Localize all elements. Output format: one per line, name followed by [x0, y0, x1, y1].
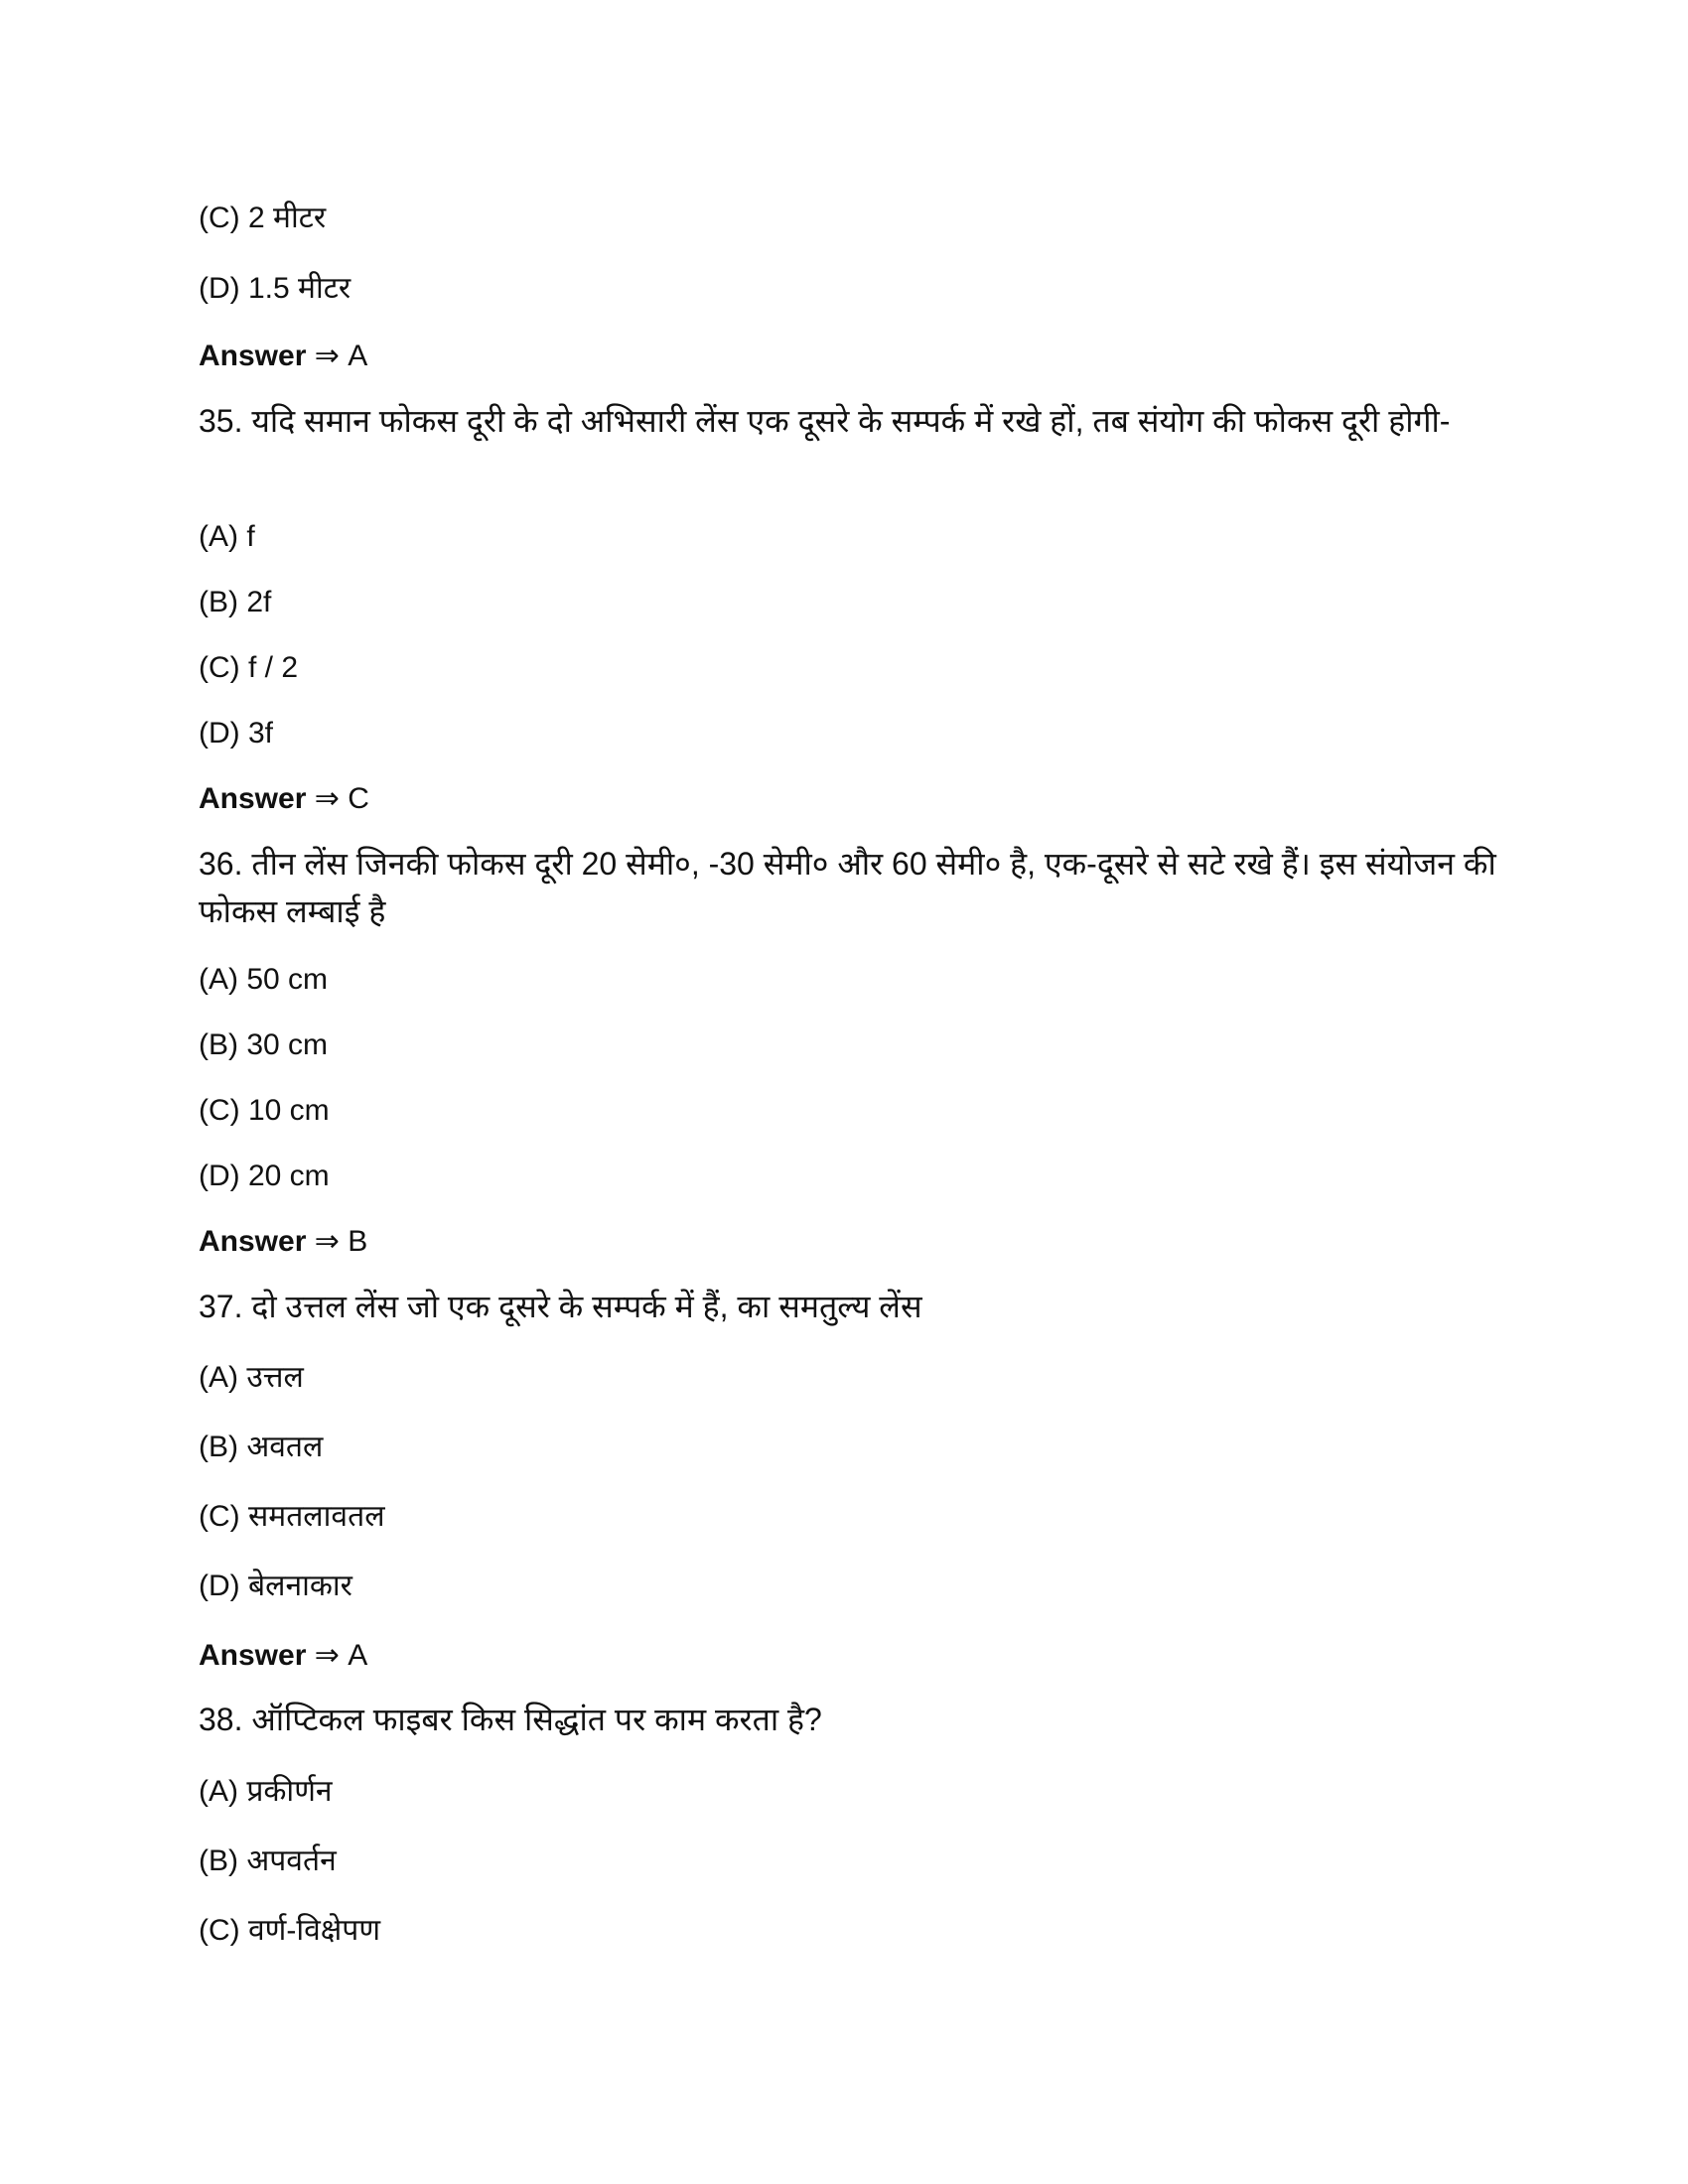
answer-label: Answer	[199, 782, 307, 815]
question-37: 37. दो उत्तल लेंस जो एक दूसरे के सम्पर्क में हैं, का समतुल्य लेंस	[199, 1289, 922, 1324]
question-38: 38. ऑप्टिकल फाइबर किस सिद्धांत पर काम करता है?	[199, 1702, 822, 1737]
option-c-q36: (C) 10 cm	[199, 1094, 330, 1127]
answer-q34	[199, 339, 367, 374]
answer-value: B	[348, 1225, 368, 1258]
option-b-q36: (B) 30 cm	[199, 1028, 329, 1061]
answer-arrow: ⇒	[314, 782, 340, 815]
option-a-q37: (A) उत्तल	[199, 1361, 304, 1394]
answer-label: Answer	[199, 1639, 307, 1672]
answer-q37	[199, 1638, 367, 1674]
answer-q36	[199, 1224, 367, 1260]
option-a-q38: (A) प्रकीर्णन	[199, 1775, 333, 1808]
question-35: 35. यदि समान फोकस दूरी के दो अभिसारी लेंस एक दूसरे के सम्पर्क में रखे हों, तब संयोग की फोकस दूरी होगी-	[199, 403, 1451, 439]
option-c-q37: (C) समतलावतल	[199, 1500, 385, 1533]
question-36: 36. तीन लेंस जिनकी फोकस दूरी 20 सेमी०, -30 सेमी० और 60 सेमी० है, एक-दूसरे से सटे रखे हैं। इस संयोजन की फोकस लम्बाई है	[199, 846, 1496, 929]
option-c-q38: (C) वर्ण-विक्षेपण	[199, 1914, 381, 1947]
answer-label: Answer	[199, 1225, 307, 1258]
option-b-q37: (B) अवतल	[199, 1431, 324, 1463]
option-c-q35: (C) f / 2	[199, 651, 299, 684]
answer-label: Answer	[199, 340, 307, 372]
answer-arrow: ⇒	[314, 1639, 340, 1672]
answer-value: A	[348, 1639, 368, 1672]
option-a-q36: (A) 50 cm	[199, 963, 329, 996]
option-d-q37: (D) बेलनाकार	[199, 1570, 352, 1602]
option-d-q34: (D) 1.5 मीटर	[199, 272, 352, 305]
answer-value: C	[348, 782, 369, 815]
answer-arrow: ⇒	[314, 1225, 340, 1258]
answer-arrow: ⇒	[314, 340, 340, 372]
option-d-q36: (D) 20 cm	[199, 1160, 330, 1192]
option-b-q38: (B) अपवर्तन	[199, 1844, 337, 1877]
answer-value: A	[348, 340, 368, 372]
option-b-q35: (B) 2f	[199, 586, 272, 618]
option-a-q35: (A) f	[199, 520, 255, 553]
option-d-q35: (D) 3f	[199, 717, 273, 750]
option-c-q34: (C) 2 मीटर	[199, 202, 327, 234]
answer-q35	[199, 781, 369, 817]
